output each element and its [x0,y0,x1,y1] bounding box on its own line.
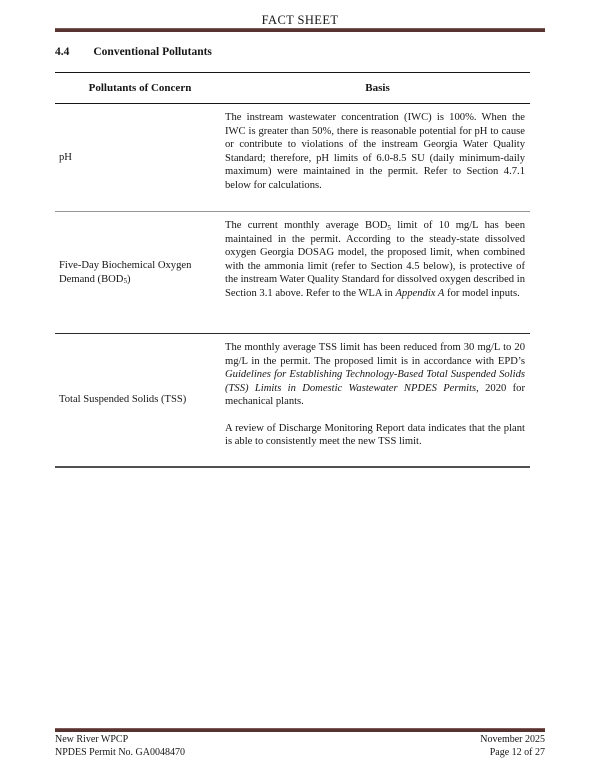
facility-name: New River WPCP [55,734,129,745]
document-title: FACT SHEET [261,13,339,27]
pollutant-label: Five-Day Biochemical Oxygen Demand $(BOD_5)$ [59,260,192,286]
table-header-row [55,73,530,104]
pollutant-label: pH [59,151,72,163]
footer-date: November 2025 [480,734,545,745]
section-title: Conventional Pollutants [93,46,212,58]
column-header-pollutants: Pollutants of Concern [88,82,192,94]
basis-cell: The monthly average TSS limit has been reduced from 30 mg/L to 20 mg/L in the permit. The proposed limit is in accordance with EPD’s Guidelines for Establishing Technology-Based Total Suspended Solids (TSS) Limits in Domestic Wastewater NPDES Permits, 2020 for mechanical plants. A review of Discharge Monitoring Report data indicates that the plant is able to consistently meet the new TSS limit. [225,342,525,448]
permit-number: NPDES Permit No. GA0048470 [55,746,186,758]
pollutant-cell [55,212,225,333]
pollutant-label: Total Suspended Solids (TSS) [59,394,187,406]
footer-right [480,734,545,759]
table-row-tss [55,333,530,468]
table-row-ph [55,104,530,211]
page-number: Page 12 of 27 [489,746,545,758]
basis-cell: The current monthly average $BOD_5$ limit of 10 mg/L has been maintained in the permit. According to the steady-state dissolved oxygen Georgia DOSAG model, the proposed limit, when combined with the ammonia limit (refer to Section 4.5 below), is protective of the instream Water Quality Standard for dissolved oxygen described in Section 3.1 above. Refer to the WLA in Appendix A for model inputs. [225,220,526,299]
page-footer [55,734,545,759]
column-header-basis: Basis [365,82,390,94]
section-heading [55,46,212,58]
pollutants-table [55,72,530,468]
pollutant-cell [55,104,225,211]
footer-left [55,734,185,759]
header-rule [55,28,545,32]
footer-rule [55,728,545,732]
pollutant-cell [55,334,225,466]
basis-cell: The instream wastewater concentration (IWC) is 100%. When the IWC is greater than 50%, there is reasonable potential for pH to cause or contribute to violations of the instream Georgia Water Quality Standard; therefore, pH limits of 6.0-8.5 SU (daily minimum-daily maximum) were maintained in the permit. Refer to Section 4.7.1 below for calculations. [225,112,525,191]
table-row-bod5 [55,211,530,333]
section-number: 4.4 [55,46,70,58]
